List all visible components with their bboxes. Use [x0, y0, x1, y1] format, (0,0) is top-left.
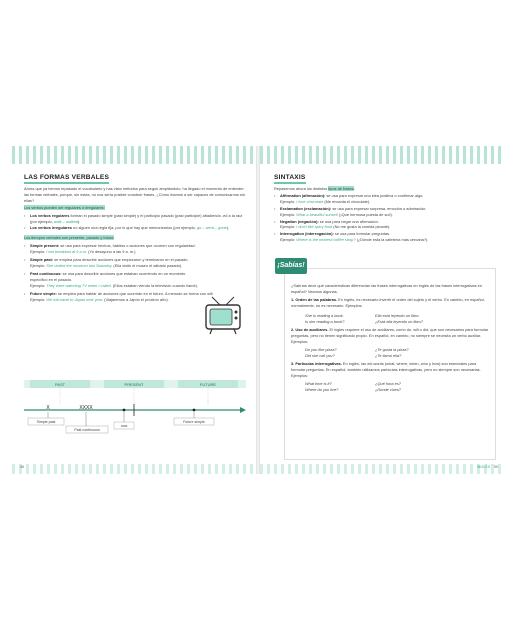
right-page-heading: SINTAXIS	[274, 174, 306, 184]
left-page	[12, 146, 256, 474]
timeline-x-mark: X	[46, 405, 50, 411]
highlight-tenses: Los tiempos verbales son presente, pasado y futuro:	[24, 235, 115, 241]
sentence-types: Repasemos ahora los distintos tipos de frases: • Affirmation (afirmación): se usa para expresar una idea positiva o confirmar algo. Ejemplo: I love chocolate (Me encanta el chocolate). • Exclamation (exclamación): se usa para expresar sorpresa, emoción o admiración. Ejemplo: What a beautiful sunset! (¡Qué hermosa puesta de sol!). • Negation (negación): se usa para negar una afirmación. Ejemplo: I don't like spicy food (No me gusta la comida picante). • Interrogation (interrogación): se usa para formular preguntas. Ejemplo: Where is the nearest coffee shop? (¿Dónde está la cafetería más cercana?).	[274, 186, 492, 243]
timeline-label-future: FUTURE	[199, 382, 217, 387]
bullet-irregular-verbs: • Los verbos irregulares no siguen una regla fija, por lo que hay que memorizarlos (por ejemplo, go – went – gone).	[24, 225, 246, 231]
decorative-header-pattern	[12, 146, 256, 164]
timeline-future-simple-label: Future simple	[183, 420, 205, 424]
right-page-number: 59	[494, 465, 498, 469]
timeline-now-label: now	[120, 424, 128, 428]
left-page-heading: LAS FORMAS VERBALES	[24, 174, 109, 184]
timeline-xxxx-mark: XXXX	[79, 405, 93, 411]
right-page	[260, 146, 504, 474]
did-you-know-tag: ¡Sabías!	[275, 258, 307, 274]
decorative-header-pattern	[260, 146, 504, 164]
bullet-regular-verbs: • Los verbos regulares forman el pasado simple (past simple) y el participio pasado (past participle) añadiendo -ed a la raíz (por ejemplo, walk – walked).	[24, 213, 246, 225]
did-you-know-content: ¿Sabrías decir qué características diferencian las frases interrogativas en inglés de las frases interrogativas en español? Veamos algunas. 1. Orden de las palabras. En inglés, es necesario invertir el orden del sujeto y el verbo. En cambio, en español, normalmente, no es necesario. Ejemplos:	[291, 283, 485, 308]
tense-past-continuous: • Past continuous: se usa para describir acciones que estaban ocurriendo en un momento específico en el pasado. Ejemplo: They were watching TV when I called. (Ellos estaban viendo la televisión cuando llamé).	[24, 271, 200, 289]
examples-word-order: She is reading a book. Ella está leyendo un libro. Is she reading a book? ¿Está ella leyendo un libro?	[305, 313, 424, 324]
timeline-label-past: PAST	[54, 382, 66, 387]
sentence-negation: • Negation (negación): se usa para negar una afirmación. Ejemplo: I don't like spicy food (No me gusta la comida picante).	[274, 219, 492, 231]
tv-illustration-icon	[202, 296, 246, 336]
did-you-know-box	[284, 268, 496, 460]
decorative-footer-pattern	[12, 464, 256, 474]
sentence-affirmation: • Affirmation (afirmación): se usa para expresar una idea positiva o confirmar algo. Ejemplo: I love chocolate (Me encanta el chocolate).	[274, 193, 492, 205]
timeline-simple-past-label: Simple past	[36, 420, 56, 424]
examples-particles: What time is it? ¿Qué hora es? Where do you live? ¿Dónde vives?	[305, 381, 401, 392]
left-page-number: 58	[20, 465, 24, 469]
tense-future-simple: • Future simple: se emplea para hablar de acciones que ocurrirán en el futuro. A menudo se forma con will. Ejemplo: We will travel to Japan next year. (Viajaremos a Japón el próximo año).	[24, 291, 246, 303]
sentence-interrogation: • Interrogation (interrogación): se usa para formular preguntas. Ejemplo: Where is the nearest coffee shop? (¿Dónde está la cafetería más cercana?).	[274, 231, 492, 243]
auxiliaries-text: 2. Uso de auxiliares. El inglés requiere el uso de auxiliares, como do, will o did, que son necesarios para formular preguntas, pero no tienen significado propio. En español, en cambio, no siempre se necesita un verbo auxiliar. Ejemplos:	[291, 327, 489, 344]
highlight-regular-irregular: Los verbos pueden ser regulares o irregulares:	[24, 204, 105, 210]
left-intro: Ahora que ya hemos repasado el vocabulario y has visto métodos para seguir ampliándolo, ha llegado el momento de entender las formas verbales, porque, sin estas, no nos sería posible construir frases. ¿Cómo íbamos a ser capaces de comunicarnos sin ellas? Los verbos pueden ser regulares o irregulares: • Los verbos regulares forman el pasado simple (past simple) y el participio pasado (past participle) añadiendo -ed a la raíz (por ejemplo, walk – walked). • Los verbos irregulares no siguen una regla fija, por lo que hay que memorizarlos (por ejemplo, go – went – gone). Los tiempos verbales son presente, pasado y futuro: • Simple present: se usa para expresar hechos, hábitos o acciones que ocurren con regularidad. Ejemplo: I eat breakfast at 9 a.m. (Yo desayuno a las 9 a. m.). • Simple past: se emplea para describir acciones que empezaron y terminaron en el pasado. Ejemplo: She visited the museum last Saturday. (Ella visitó el museo el sábado pasado). • Past continuous: se usa para describir acciones que estaban ocurriendo en un momento específico en el pasado. Ejemplo: They were watching TV when I called. (Ellos estaban viendo la televisión cuando llamé). • Future simple: se emplea para hablar de acciones que ocurrirán en el futuro. A menudo se forma con will. Ejemplo: We will travel to Japan next year. (Viajaremos a Japón el próximo año).	[24, 186, 246, 302]
tense-timeline-diagram	[24, 378, 246, 448]
right-footer-label: INGLÉS	[476, 465, 490, 469]
tense-simple-past: • Simple past: se emplea para describir acciones que empezaron y terminaron en el pasado. Ejemplo: She visited the museum last Saturday. (Ella visitó el museo el sábado pasado).	[24, 257, 230, 269]
tense-simple-present: • Simple present: se usa para expresar hechos, hábitos o acciones que ocurren con regularidad. Ejemplo: I eat breakfast at 9 a.m. (Yo desayuno a las 9 a. m.).	[24, 243, 246, 255]
timeline-label-present: PRESENT	[124, 382, 144, 387]
decorative-footer-pattern	[260, 464, 504, 474]
particles-text: 3. Partículas interrogativas. En inglés, las wh-words (what, where, when, who y how) son esenciales para formular preguntas. En español, también utilizamos partículas interrogativas, pero no siempre son necesarias. Ejemplos:	[291, 361, 481, 378]
timeline-past-continuous-label: Past continuous	[74, 428, 100, 432]
book-spread	[12, 146, 504, 474]
examples-auxiliaries: Do you like pizza? ¿Te gusta la pizza? Did she call you? ¿Te llamó ella?	[305, 347, 409, 358]
sentence-exclamation: • Exclamation (exclamación): se usa para expresar sorpresa, emoción o admiración. Ejemplo: What a beautiful sunset! (¡Qué hermosa puesta de sol!).	[274, 206, 492, 218]
